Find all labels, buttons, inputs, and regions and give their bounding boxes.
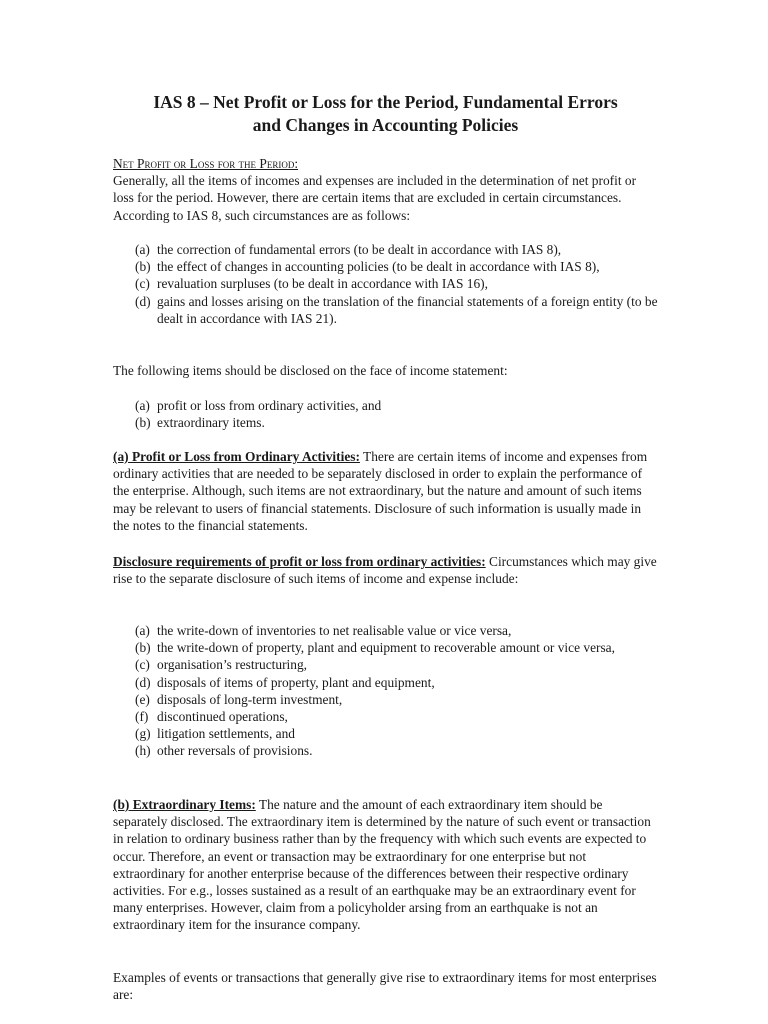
list-item: (g) litigation settlements, and bbox=[135, 726, 295, 742]
paragraph-ordinary: There are certain items of income and expenses from ordinary activities that are needed to be separately disclosed in order to explain the performance of the enterprise. Although, such items are not extraordinary, but the nature and amount of such items may be relevant to users of financial statements. Disclosure of such information is usually made in the notes to the financial statements. bbox=[113, 449, 648, 533]
section-disclosure-requirements bbox=[113, 553, 658, 587]
list-disclosure-items bbox=[113, 622, 658, 760]
list-item: (c) revaluation surpluses (to be dealt in accordance with IAS 16), bbox=[135, 276, 488, 292]
list-item: (a) the write-down of inventories to net realisable value or vice versa, bbox=[135, 623, 512, 638]
list-item: (a) profit or loss from ordinary activities, and bbox=[135, 398, 382, 413]
paragraph-disclosed-items: The following items should be disclosed on the face of income statement: bbox=[113, 363, 508, 378]
list-item: (f) discontinued operations, bbox=[135, 709, 288, 725]
list-exclusions bbox=[113, 241, 658, 327]
section-heading-disclosure: Disclosure requirements of profit or loss from ordinary activities: bbox=[113, 554, 486, 569]
section-extraordinary-items bbox=[113, 796, 658, 934]
list-item: (e) disposals of long-term investment, bbox=[135, 691, 343, 707]
page-title bbox=[113, 91, 658, 137]
section-ordinary-activities bbox=[113, 448, 658, 534]
paragraph-extraordinary: The nature and the amount of each extraordinary item should be separately disclosed. The extraordinary item is determined by the nature of such event or transaction in relation to ordinary business rather than by the frequency with which such events are expected to occur. Therefore, an event or transaction may be extraordinary for one enterprise but not extraordinary for another enterprise because of the differences between their respective ordinary activities. For e.g., losses sustained as a result of an earthquake may be an extraordinary event for many enterprises. However, claim from a policyholder arsing from an earthquake is not an extraordinary item for the insurance company. bbox=[113, 797, 651, 933]
section-net-profit bbox=[113, 155, 658, 224]
list-item: (b) the effect of changes in accounting policies (to be dealt in accordance with IAS 8), bbox=[135, 259, 600, 275]
list-item: (d) gains and losses arising on the translation of the financial statements of a foreign entity (to be dealt in accordance with IAS 21). bbox=[135, 293, 658, 326]
section-heading-extraordinary: (b) Extraordinary Items: bbox=[113, 797, 256, 812]
list-item: (b) the write-down of property, plant and equipment to recoverable amount or vice versa, bbox=[135, 640, 615, 656]
title-line-1: IAS 8 – Net Profit or Loss for the Period, Fundamental Errors bbox=[153, 92, 618, 112]
section-heading-ordinary: (a) Profit or Loss from Ordinary Activities: bbox=[113, 449, 360, 464]
paragraph-disclosure: Circumstances which may give rise to the separate disclosure of such items of income and expense include: bbox=[113, 554, 657, 587]
section-heading-net-profit: Net Profit or Loss for the Period: bbox=[113, 156, 299, 171]
title-line-2: and Changes in Accounting Policies bbox=[252, 115, 519, 135]
list-disclosed-items bbox=[113, 397, 658, 431]
paragraph-examples: Examples of events or transactions that generally give rise to extraordinary items for most enterprises are: bbox=[113, 970, 657, 1003]
list-item: (a) the correction of fundamental errors (to be dealt in accordance with IAS 8), bbox=[135, 242, 562, 257]
list-item: (d) disposals of items of property, plant and equipment, bbox=[135, 674, 435, 690]
paragraph-net-profit: Generally, all the items of incomes and expenses are included in the determination of net profit or loss for the period. However, there are certain items that are excluded in certain circumstances. According to IAS 8, such circumstances are as follows: bbox=[113, 173, 637, 223]
list-item: (h) other reversals of provisions. bbox=[135, 743, 313, 759]
list-item: (b) extraordinary items. bbox=[135, 415, 265, 431]
list-item: (c) organisation’s restructuring, bbox=[135, 657, 307, 673]
